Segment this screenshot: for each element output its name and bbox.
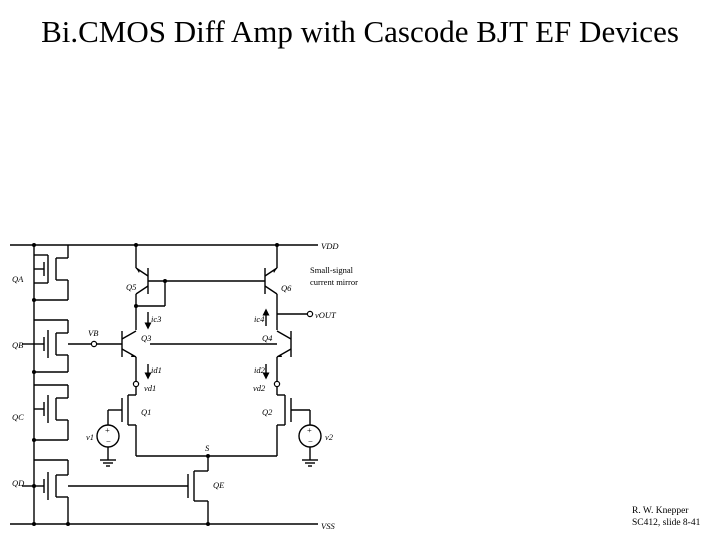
label-vdd: VDD xyxy=(321,241,339,251)
label-id1: id1 xyxy=(151,365,162,375)
credit-author: R. W. Knepper xyxy=(632,506,689,516)
transistor-q4 xyxy=(277,331,291,357)
node-vout xyxy=(307,311,312,316)
label-id2: id2 xyxy=(254,365,265,375)
label-v1: v1 xyxy=(86,432,95,442)
label-vss: VSS xyxy=(321,521,335,531)
label-mirror-line2: current mirror xyxy=(310,277,358,287)
label-qb: QB xyxy=(12,340,24,350)
label-v2-plus: + xyxy=(307,425,312,435)
transistor-qc xyxy=(44,385,68,440)
label-q4: Q4 xyxy=(262,333,273,343)
label-v1-plus: + xyxy=(105,425,110,435)
label-v2-minus: − xyxy=(308,436,313,446)
label-qc: QC xyxy=(12,412,24,422)
transistor-q2 xyxy=(277,387,291,456)
label-q6: Q6 xyxy=(281,283,292,293)
label-v2: v2 xyxy=(325,432,334,442)
node-vb xyxy=(91,341,96,346)
transistor-qb xyxy=(44,320,68,372)
transistor-q5 xyxy=(136,245,165,294)
slide-title: Bi.CMOS Diff Amp with Cascode BJT EF Devices xyxy=(41,14,679,49)
label-v1-minus: − xyxy=(106,436,111,446)
label-ic4: ic4 xyxy=(254,314,265,324)
transistor-q1 xyxy=(122,387,136,456)
label-s-node: S xyxy=(205,443,210,453)
transistor-q3 xyxy=(122,331,136,357)
label-q5: Q5 xyxy=(126,282,137,292)
node-vd1 xyxy=(133,381,138,386)
label-vd1: vd1 xyxy=(144,383,157,393)
label-vd2: vd2 xyxy=(253,383,266,393)
transistor-qe xyxy=(188,456,208,524)
label-ic3: ic3 xyxy=(151,314,162,324)
credit-slide-number: SC412, slide 8-41 xyxy=(632,518,701,528)
transistor-qa xyxy=(34,245,68,300)
label-vout: vOUT xyxy=(315,310,336,320)
slide-credit xyxy=(632,505,720,529)
label-mirror-line1: Small-signal xyxy=(310,265,353,275)
bicmos-diff-amp-schematic xyxy=(0,232,380,540)
label-q1: Q1 xyxy=(141,407,152,417)
label-qe: QE xyxy=(213,480,225,490)
label-qd: QD xyxy=(12,478,25,488)
label-qa: QA xyxy=(12,274,24,284)
node-vd2 xyxy=(274,381,279,386)
transistor-qd xyxy=(44,460,68,524)
label-q2: Q2 xyxy=(262,407,273,417)
label-vb: VB xyxy=(88,328,99,338)
label-q3: Q3 xyxy=(141,333,152,343)
